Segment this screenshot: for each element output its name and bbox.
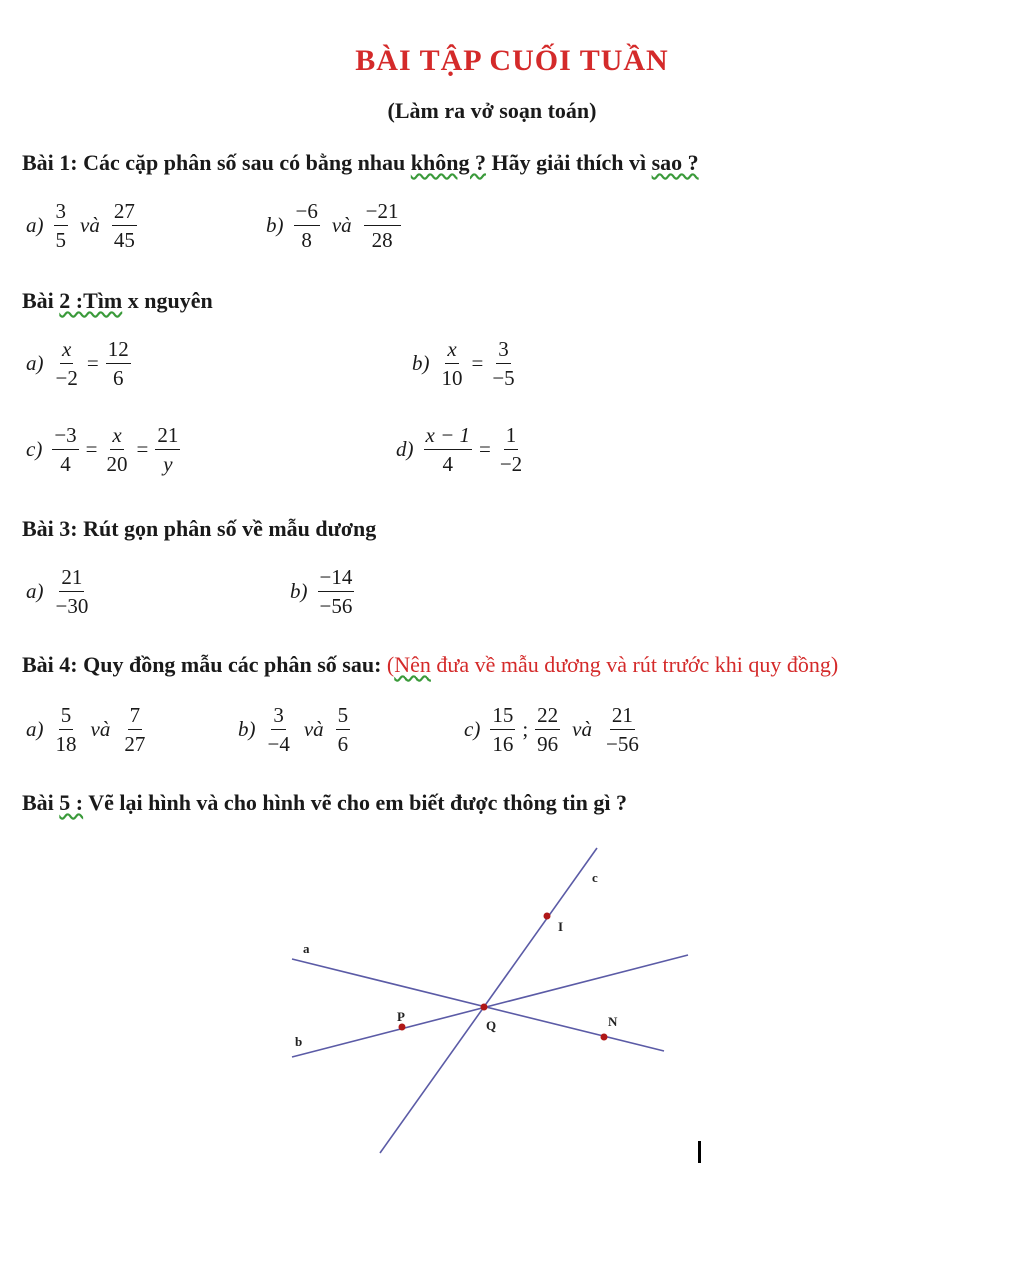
- bai2-item-b: b) $\frac{x}{10}$ = $\frac{3}{-5}$: [412, 337, 515, 391]
- bai4-item-c: c) $\frac{15}{16}$ ; $\frac{22}{96}$ và $\frac{21}{-56}$: [464, 703, 639, 757]
- fraction: $\frac{22}{96}$: [537, 703, 559, 757]
- fraction: $\frac{-3}{4}$: [54, 423, 77, 477]
- point-N: [601, 1034, 608, 1041]
- point-Q: [481, 1004, 488, 1011]
- fraction: $\frac{21}{-56}$: [606, 703, 639, 757]
- bai1-heading: Bài 1: Các cặp phân số sau có bằng nhau không ? Hãy giải thích vì sao ?: [22, 150, 699, 175]
- bai3-item-a: a) $\frac{21}{-30}$: [26, 565, 89, 619]
- fraction: $\frac{3}{5}$: [55, 199, 66, 253]
- fraction: $\frac{x - 1}{4}$: [425, 423, 470, 477]
- label-P: P: [397, 1009, 405, 1024]
- page-subtitle: (Làm ra vở soạn toán): [387, 98, 597, 123]
- fraction: $\frac{x}{10}$: [441, 337, 463, 391]
- label-a: a: [303, 941, 310, 956]
- point-P: [399, 1024, 406, 1031]
- fraction: $\frac{27}{45}$: [113, 199, 135, 253]
- bai4-heading: Bài 4: Quy đồng mẫu các phân số sau: (Nên đưa về mẫu dương và rút trước khi quy đồng): [22, 652, 839, 677]
- fraction: $\frac{15}{16}$: [492, 703, 514, 757]
- bai3-item-b: b) $\frac{-14}{-56}$: [290, 565, 353, 619]
- fraction: $\frac{21}{-30}$: [55, 565, 89, 619]
- label-c: c: [592, 870, 598, 885]
- fraction: $\frac{-21}{28}$: [365, 199, 399, 253]
- bai2-heading: Bài 2 :Tìm x nguyên: [22, 288, 213, 313]
- bai4-item-a: a) $\frac{5}{18}$ và $\frac{7}{27}$: [26, 703, 146, 757]
- bai1-item-b: b) $\frac{-6}{8}$ và $\frac{-21}{28}$: [266, 199, 399, 253]
- fraction: $\frac{21}{y}$: [157, 423, 179, 477]
- fraction: $\frac{5}{6}$: [337, 703, 349, 757]
- page-title: BÀI TẬP CUỐI TUẦN: [355, 44, 669, 77]
- fraction: $\frac{12}{6}$: [107, 337, 129, 391]
- fraction: $\frac{-6}{8}$: [295, 199, 318, 253]
- text-cursor: [698, 1141, 701, 1163]
- bai3-heading: Bài 3: Rút gọn phân số về mẫu dương: [22, 516, 377, 541]
- point-I: [544, 913, 551, 920]
- fraction: $\frac{5}{18}$: [55, 703, 77, 757]
- fraction: $\frac{x}{-2}$: [55, 337, 78, 391]
- line-a: [292, 959, 664, 1051]
- bai2-item-d: d) $\frac{x - 1}{4}$ = $\frac{1}{-2}$: [396, 423, 523, 477]
- label-I: I: [558, 919, 564, 934]
- line-c: [380, 848, 597, 1153]
- fraction: $\frac{3}{-5}$: [492, 337, 515, 391]
- bai2-item-a: a) $\frac{x}{-2}$ = $\frac{12}{6}$: [26, 337, 129, 391]
- fraction: $\frac{x}{20}$: [106, 423, 128, 477]
- fraction: $\frac{-14}{-56}$: [319, 565, 353, 619]
- label-N: N: [608, 1014, 618, 1029]
- bai4-item-b: b) $\frac{3}{-4}$ và $\frac{5}{6}$: [238, 703, 349, 757]
- bai1-item-a: a) $\frac{3}{5}$ và $\frac{27}{45}$: [26, 199, 135, 253]
- label-b: b: [295, 1034, 303, 1049]
- fraction: $\frac{7}{27}$: [124, 703, 146, 757]
- label-Q: Q: [486, 1018, 497, 1033]
- bai5-heading: Bài 5 : Vẽ lại hình và cho hình vẽ cho em biết được thông tin gì ?: [22, 790, 628, 815]
- fraction: $\frac{1}{-2}$: [499, 423, 523, 477]
- fraction: $\frac{3}{-4}$: [267, 703, 290, 757]
- bai2-item-c: c) $\frac{-3}{4}$ = $\frac{x}{20}$ = $\frac{21}{y}$: [26, 423, 179, 477]
